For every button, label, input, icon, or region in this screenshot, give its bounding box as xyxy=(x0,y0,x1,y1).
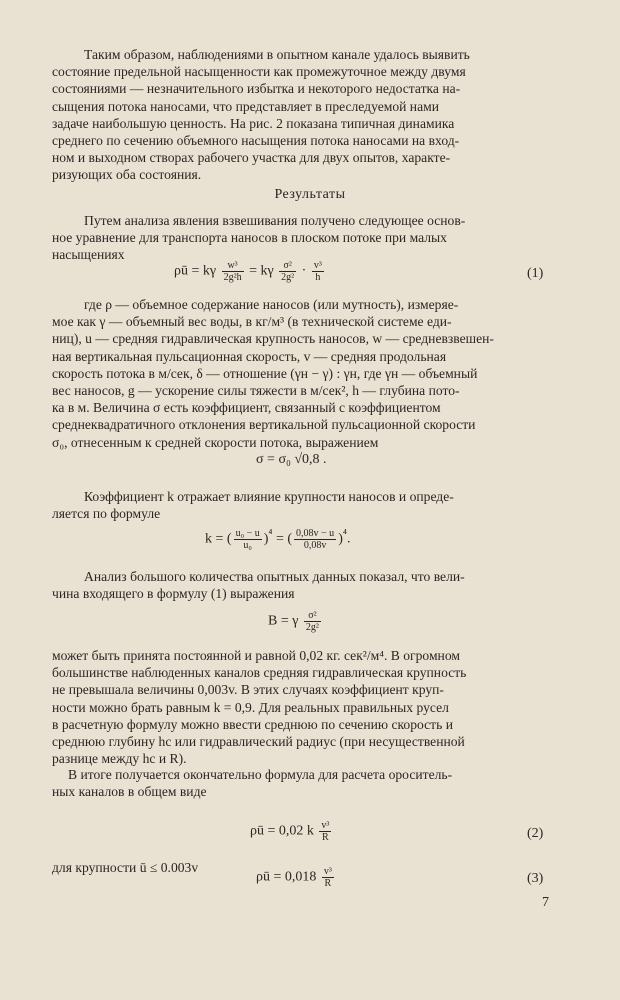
eqB-lhs: B = γ xyxy=(268,613,299,629)
text-line: состояние предельной насыщенности как промежуточное между двумя xyxy=(52,64,466,80)
text-line: Таким образом, наблюдениями в опытном канале удалось выявить xyxy=(84,47,470,62)
eq1-lhs: ρū = kγ xyxy=(174,263,217,279)
eq1-f2-num: σ² xyxy=(279,260,296,272)
text-line: Путем анализа явления взвешивания получено следующее основ- xyxy=(84,213,466,228)
equation-1 xyxy=(174,260,326,283)
text-line: задаче наибольшую ценность. На рис. 2 показана типичная динамика xyxy=(52,115,455,131)
condition-line: для крупности ū ≤ 0.003v xyxy=(52,860,199,875)
text-line: не превышала величины 0,003v. В этих случаях коэффициент круп- xyxy=(52,682,444,698)
text-line: состояниями — незначительного избытка и некоторого недостатка на- xyxy=(52,81,461,97)
text-line: ниц), u — средняя гидравлическая крупность наносов, w — средневзвешен- xyxy=(52,331,494,347)
eq3-den: R xyxy=(324,878,332,889)
eq2-num: v³ xyxy=(321,820,330,831)
eqk-f2-num: 0,08v − u xyxy=(296,527,335,539)
eq1-f2-den: 2g² xyxy=(281,272,295,283)
text-line: ном и выходном створах рабочего участка для двух опытов, характе- xyxy=(52,150,451,166)
section-title: Результаты xyxy=(274,187,346,202)
equation-2-number: (2) xyxy=(527,826,544,841)
text-line: ризующих оба состояния. xyxy=(52,167,202,183)
text-line: ляется по формуле xyxy=(52,506,161,522)
definitions-paragraph xyxy=(52,296,548,451)
text-line: среднюю глубину hc или гидравлический радиус (при несущественной xyxy=(52,734,465,750)
text-line: вес наносов, g — ускорение силы тяжести в м/сек², h — глубина пото- xyxy=(52,383,460,399)
text-line: где ρ — объемное содержание наносов (или мутность), измеряе- xyxy=(84,297,459,312)
eqk-fraction-b xyxy=(294,528,336,551)
eq1-fraction-a xyxy=(222,260,244,283)
analysis-paragraph xyxy=(52,212,548,264)
eq1-f3-den: h xyxy=(315,272,321,283)
eq3-num: v³ xyxy=(323,866,332,877)
text-line: среднего по сечению объемного насыщения потока наносами на вход- xyxy=(52,133,460,149)
eq2-lhs: ρū = 0,02 k xyxy=(250,823,314,839)
eqB-num: σ² xyxy=(304,610,321,622)
eq1-fraction-b xyxy=(279,260,296,283)
text-line: насыщениях xyxy=(52,247,125,263)
eqB-den: 2g² xyxy=(305,622,319,633)
text-line: чина входящего в формулу (1) выражения xyxy=(52,586,295,602)
eq3-fraction xyxy=(322,866,334,889)
text-line: сыщения потока наносами, что представляет в преследуемой нами xyxy=(52,98,439,114)
eq1-dot: · xyxy=(301,263,307,279)
text-line: ная вертикальная пульсационная скорость, v — средняя продольная xyxy=(52,348,447,364)
eqk-fraction-a xyxy=(234,528,262,551)
eq1-f1-num: w³ xyxy=(222,260,244,272)
text-line: разнице между hc и R). xyxy=(52,751,187,767)
text-line: Коэффициент k отражает влияние крупности наносов и опреде- xyxy=(84,489,454,504)
constant-paragraph xyxy=(52,647,548,767)
eq1-f1-den: 2g²h xyxy=(223,272,242,283)
page-number: 7 xyxy=(542,895,549,910)
eq1-f3-num: v³ xyxy=(313,260,322,271)
final-formula-paragraph xyxy=(52,766,548,800)
text-line: среднеквадратичного отклонения вертикальной пульсационной скорости xyxy=(52,417,476,433)
equation-3 xyxy=(256,866,336,889)
eqk-lhs: k = xyxy=(205,531,224,547)
eq2-den: R xyxy=(322,832,329,843)
eqk-eqsign: = xyxy=(275,531,284,547)
text-line: скорость потока в м/сек, δ — отношение (γн − γ) : γн, где γн — объемный xyxy=(52,365,478,381)
equation-2 xyxy=(250,820,333,843)
text-line: может быть принята постоянной и равной 0,02 кг. сек²/м⁴. В огромном xyxy=(52,648,460,663)
text-line: Анализ большого количества опытных данных показал, что вели- xyxy=(84,569,465,584)
intro-paragraph xyxy=(52,46,548,184)
eqk-power-a: ⁴ xyxy=(268,527,273,540)
text-line: большинстве наблюденных каналов средняя гидравлическая крупность xyxy=(52,665,467,681)
analysis-data-paragraph xyxy=(52,568,548,602)
equation-1-number: (1) xyxy=(527,266,544,281)
text-line: ное уравнение для транспорта наносов в плоском потоке при малых xyxy=(52,230,447,246)
coefficient-paragraph xyxy=(52,488,548,522)
text-line: ных каналов в общем виде xyxy=(52,784,207,800)
text-line: σ₀, отнесенным к средней скорости потока, выражением xyxy=(52,434,379,450)
eqk-f1-den: u₀ xyxy=(243,539,252,551)
equation-k: k = ( $\frac{\text{u₀ − u}}{\text{u₀}}$ )$^{^4}$ = ( $\frac{0,08v - u}{0,08v}$ )$^{^4}$. xyxy=(205,527,351,551)
equation-B xyxy=(268,610,323,633)
eq3-lhs: ρū = 0,018 xyxy=(256,869,317,885)
eqk-f2-den: 0,08v xyxy=(303,539,327,551)
eqB-fraction xyxy=(304,610,321,633)
eq1-fraction-c xyxy=(312,260,324,283)
equation-3-number: (3) xyxy=(527,871,544,886)
text-line: ка в м. Величина σ есть коэффициент, связанный с коэффициентом xyxy=(52,400,441,416)
text-line: мое как γ — объемный вес воды, в кг/м³ (в технической системе еди- xyxy=(52,314,452,330)
text-line: В итоге получается окончательно формула для расчета ороситель- xyxy=(68,767,453,782)
eq1-eqsign: = kγ xyxy=(249,263,274,279)
text-line: в расчетную формулу можно ввести среднюю по сечению скорость и xyxy=(52,716,453,732)
equation-sigma: σ = σ₀ √0,8 . xyxy=(256,452,327,467)
eqk-f1-num: u₀ − u xyxy=(235,527,260,539)
text-line: ности можно брать равным k = 0,9. Для реальных правильных русел xyxy=(52,699,449,715)
eq2-fraction xyxy=(319,820,331,843)
eqk-power-b: ⁴ xyxy=(342,527,347,540)
